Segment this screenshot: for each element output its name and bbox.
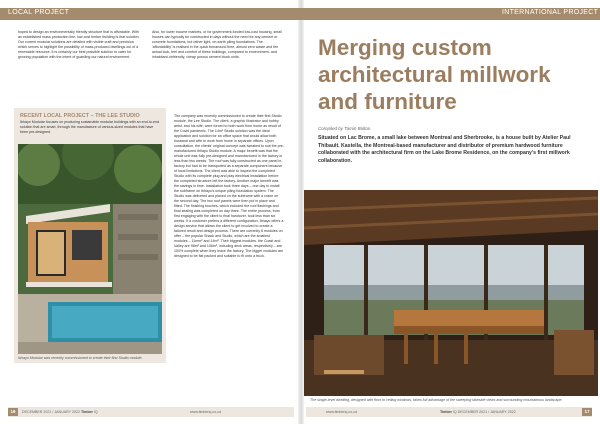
- article-headline: Merging custom architectural millwork and furniture: [318, 35, 551, 114]
- sidebar-intro: Ibhayo Modular focuses on producing sustainable modular buildings with an end-to-end solution that are smart, through the manufacture of various-sized modules that have been pre-designed.: [20, 120, 160, 134]
- body-column-1: hoped to design an environmentally friendly structure that is affordable. With an established mass production line, low-cost timber building is that solution. Our current modular solutions are detailed with visible craft and precision which serves to highlight the possibility of mass-produced dwellings out of a renewable resource. It is certainly our best possible solution to cater for growing population with the intent of guarding our natural environment.: [18, 30, 140, 59]
- footer-brand-suffix: IQ: [452, 410, 457, 414]
- article-lede: Situated on Lac Brome, a small lake between Montreal and Sherbrooke, is a house built by Atelier Paul Thibault. Kastella, the Montreal-based manufacturer and distributor of premium hardwood furniture collaborated with the architectural firm on the Lake Brome Residence, on the company's first millwork collaboration.: [318, 135, 571, 164]
- article-byline: Compiled by Tamin Bolton: [318, 126, 371, 131]
- footer-issue-left: [22, 410, 98, 414]
- page-number-right: 17: [582, 408, 592, 416]
- footer-url-left[interactable]: www.timberiq.co.za: [190, 410, 221, 414]
- page-number-left: 16: [8, 408, 18, 416]
- footer-brand-suffix: IQ: [93, 410, 98, 414]
- footer-issue-date: DECEMBER 2021 / JANUARY 2022: [22, 410, 80, 414]
- body-column-2: Also, for lower income markets, or for government-funded low-cost housing, small houses can typically be constructed in days without the need for any cement or concrete foundations, but rather light, on-earth piling foundations. The 'affordability' is realised in the quick turnaround time, almost zero waste and the actual look, feel and comfort of these buildings, compared to environment- and inhabitant-unfriendly, cheap porous cement block units.: [152, 30, 282, 59]
- footer-brand: Timber: [81, 410, 93, 414]
- footer-issue-date: DECEMBER 2021 / JANUARY 2022: [457, 410, 516, 414]
- studio-photo-illustration: [18, 144, 162, 354]
- studio-photo: [18, 144, 162, 354]
- footer-url-right[interactable]: www.timberiq.co.za: [326, 410, 357, 414]
- residence-photo: [304, 190, 598, 396]
- body-column-3: The company was recently commissioned to create their first Studio module, the Lee Studio. The client, a graphic illustrator and hobby artist, and his wife, were forced to both work from home as result of the Covid pandemic. The 14m² Studio solution was the ideal application and solution for an office space that would allow both husband and wife to work from home in separate offices. Upon consultation, the clients' original concept was tweaked to suit the pre-manufactured Ibhayo Studio module. A major benefit was that the whole unit was fully pre-designed and manufactured in the factory in less than two weeks. The roof was fully constructed as one panel in-factory but had to be transported as a separate component because of local limitations. The client was able to inspect the completed Studio with its complete plug and play electrical installation before the completed structure left the factory. Another major benefit was the savings in time. Installation took three days – one day to install the subframe on Ibhayo's unique piling foundation system. The Studio was delivered and placed on the subframe with a crane on the second day. The two roof panels were then put in place and fitted. The finishing touches, which included the roof flashings and final sealing was completed on day three. The entire process, from first engaging with the client to final handover, took less than six weeks. If a customer prefers a different configuration, Ibhayo offers a design service that allows the client to get involved to create a tailored result and design process. There are currently 6 modules on offer – the popular Shack and Studio, which are the smallest modules – 11mm² and 14m². Their biggest modules, the Coast and Valley are 98m² and 106m², including deck areas, respectively – are 100% complete when they leave the factory. The bigger modules are designed to be flat packed and suitable to fit onto a truck.: [174, 114, 284, 258]
- residence-photo-illustration: [304, 190, 598, 396]
- footer-issue-right: [440, 410, 516, 414]
- footer-brand: Timber: [440, 410, 452, 414]
- section-label-international: INTERNATIONAL PROJECT: [502, 9, 599, 16]
- sidebar-title: RECENT LOCAL PROJECT – THE LEE STUDIO: [20, 113, 140, 119]
- section-label-local: LOCAL PROJECT: [8, 9, 70, 16]
- residence-photo-caption: The single-level dwelling, designed with floor to ceiling windows, takes full advantage of the sweeping lakeside views and surrounding mountainous landscape.: [310, 398, 563, 402]
- studio-photo-caption: Ibhayo Modular was recently commissioned to create their first Studio module.: [18, 356, 143, 360]
